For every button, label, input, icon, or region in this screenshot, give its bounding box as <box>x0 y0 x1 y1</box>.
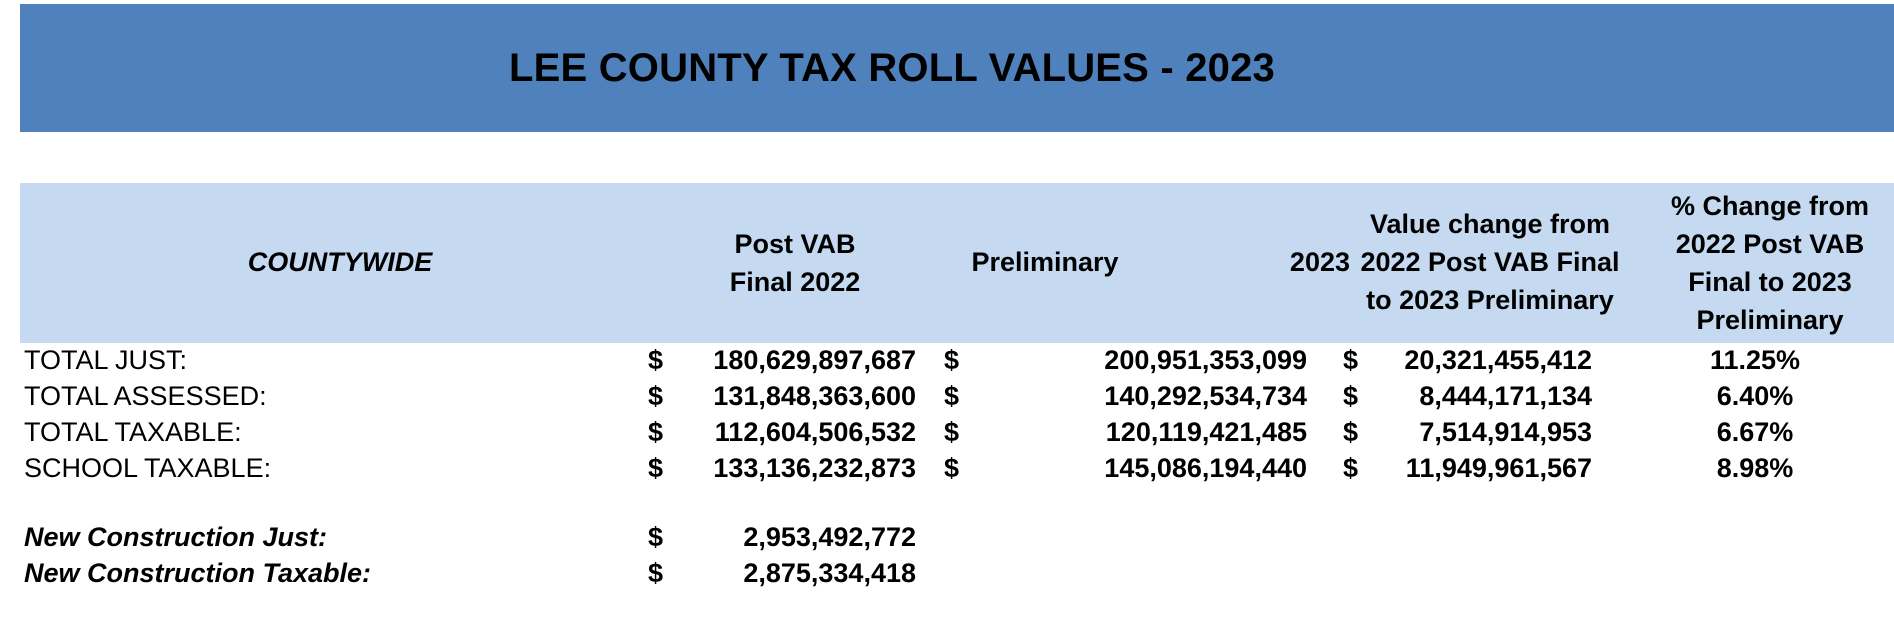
header-pct-change <box>1645 187 1894 339</box>
pct-change-value: 6.40% <box>1716 381 1794 411</box>
header-year-label: 2023 <box>1289 247 1350 277</box>
table-row <box>0 342 1894 378</box>
table-header <box>20 183 1894 343</box>
title-band <box>20 4 1894 132</box>
pct-change-value: 6.67% <box>1716 417 1794 447</box>
new-construction-label: New Construction Taxable: <box>24 558 372 588</box>
header-countywide-label: COUNTYWIDE <box>247 247 433 277</box>
report-title: LEE COUNTY TAX ROLL VALUES - 2023 <box>509 45 1275 90</box>
table-row <box>0 414 1894 450</box>
currency-symbol: $ <box>648 381 664 411</box>
change-value: 20,321,455,412 <box>1404 345 1592 375</box>
currency-symbol: $ <box>648 345 664 375</box>
currency-symbol: $ <box>944 345 960 375</box>
currency-symbol: $ <box>1343 345 1359 375</box>
preliminary-value: 145,086,194,440 <box>1104 453 1307 483</box>
new-construction-label: New Construction Just: <box>24 522 328 552</box>
post-vab-value: 133,136,232,873 <box>713 453 916 483</box>
header-post-vab-line2: Final 2022 <box>729 267 861 297</box>
change-value: 8,444,171,134 <box>1419 381 1592 411</box>
header-value-change <box>1340 205 1640 319</box>
header-pct-change-line4: Preliminary <box>1696 305 1844 335</box>
post-vab-value: 180,629,897,687 <box>713 345 916 375</box>
preliminary-value: 200,951,353,099 <box>1104 345 1307 375</box>
header-pct-change-line3: Final to 2023 <box>1688 267 1852 297</box>
header-preliminary <box>945 243 1145 281</box>
table-row <box>0 450 1894 486</box>
post-vab-value: 131,848,363,600 <box>713 381 916 411</box>
post-vab-value: 112,604,506,532 <box>714 417 916 447</box>
currency-symbol: $ <box>944 453 960 483</box>
header-preliminary-label: Preliminary <box>971 247 1119 277</box>
currency-symbol: $ <box>944 381 960 411</box>
pct-change-value: 8.98% <box>1716 453 1794 483</box>
header-countywide <box>200 243 480 281</box>
header-value-change-line2: 2022 Post VAB Final <box>1360 247 1620 277</box>
header-post-vab-line1: Post VAB <box>734 229 856 259</box>
preliminary-value: 120,119,421,485 <box>1105 417 1307 447</box>
header-post-vab <box>680 225 910 301</box>
currency-symbol: $ <box>648 558 664 588</box>
new-construction-row <box>0 519 1894 555</box>
header-value-change-line1: Value change from <box>1369 209 1611 239</box>
row-label: SCHOOL TAXABLE: <box>24 453 272 483</box>
currency-symbol: $ <box>648 522 664 552</box>
row-label: TOTAL JUST: <box>24 345 188 375</box>
header-pct-change-line1: % Change from <box>1670 191 1870 221</box>
row-label: TOTAL ASSESSED: <box>24 381 267 411</box>
currency-symbol: $ <box>1343 381 1359 411</box>
row-label: TOTAL TAXABLE: <box>24 417 242 447</box>
currency-symbol: $ <box>1343 453 1359 483</box>
header-pct-change-line2: 2022 Post VAB <box>1675 229 1865 259</box>
pct-change-value: 11.25% <box>1709 345 1801 375</box>
header-value-change-line3: to 2023 Preliminary <box>1366 285 1614 315</box>
change-value: 7,514,914,953 <box>1419 417 1592 447</box>
new-construction-row <box>0 555 1894 591</box>
new-construction-value: 2,875,334,418 <box>743 558 916 588</box>
table-row <box>0 378 1894 414</box>
new-construction-value: 2,953,492,772 <box>743 522 916 552</box>
currency-symbol: $ <box>648 417 664 447</box>
currency-symbol: $ <box>1343 417 1359 447</box>
header-year <box>1240 243 1350 281</box>
currency-symbol: $ <box>944 417 960 447</box>
change-value: 11,949,961,567 <box>1405 453 1592 483</box>
preliminary-value: 140,292,534,734 <box>1104 381 1307 411</box>
currency-symbol: $ <box>648 453 664 483</box>
